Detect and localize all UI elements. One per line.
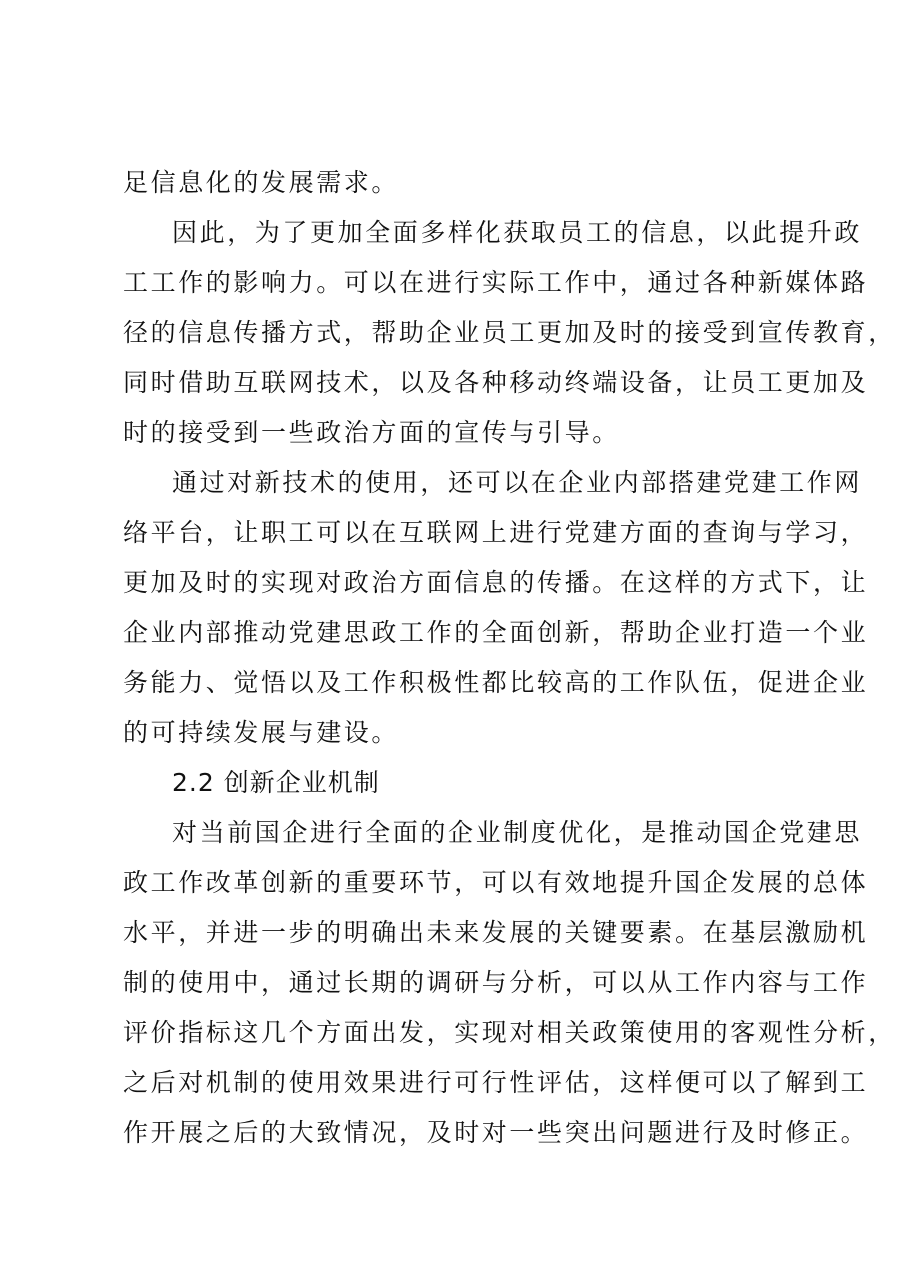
text-line: 之后对机制的使用效果进行可行性评估，这样便可以了解到工 (123, 1068, 869, 1097)
text-line: 政工作改革创新的重要环节，可以有效地提升国企发展的总体 (123, 868, 869, 897)
text-line: 水平，并进一步的明确出未来发展的关键要素。在基层激励机 (123, 918, 869, 947)
text-line: 作开展之后的大致情况，及时对一些突出问题进行及时修正。 (123, 1118, 869, 1147)
text-line: 同时借助互联网技术，以及各种移动终端设备，让员工更加及 (123, 368, 869, 397)
text-line: 径的信息传播方式，帮助企业员工更加及时的接受到宣传教育， (123, 318, 896, 347)
text-line: 时的接受到一些政治方面的宣传与引导。 (123, 418, 620, 447)
text-line: 足信息化的发展需求。 (123, 168, 400, 197)
section-heading: 2.2 创新企业机制 (172, 768, 380, 797)
text-line: 工工作的影响力。可以在进行实际工作中，通过各种新媒体路 (123, 268, 869, 297)
paragraph-first-line: 通过对新技术的使用，还可以在企业内部搭建党建工作网 (172, 468, 863, 497)
text-line: 络平台，让职工可以在互联网上进行党建方面的查询与学习， (123, 518, 869, 547)
text-line: 评价指标这几个方面出发，实现对相关政策使用的客观性分析， (123, 1018, 896, 1047)
paragraph-first-line: 因此，为了更加全面多样化获取员工的信息，以此提升政 (172, 218, 863, 247)
text-line: 制的使用中，通过长期的调研与分析，可以从工作内容与工作 (123, 968, 869, 997)
text-line: 更加及时的实现对政治方面信息的传播。在这样的方式下，让 (123, 568, 869, 597)
text-line: 的可持续发展与建设。 (123, 718, 400, 747)
paragraph-first-line: 对当前国企进行全面的企业制度优化，是推动国企党建思 (172, 818, 863, 847)
text-line: 务能力、觉悟以及工作积极性都比较高的工作队伍，促进企业 (123, 668, 869, 697)
text-line: 企业内部推动党建思政工作的全面创新，帮助企业打造一个业 (123, 618, 869, 647)
